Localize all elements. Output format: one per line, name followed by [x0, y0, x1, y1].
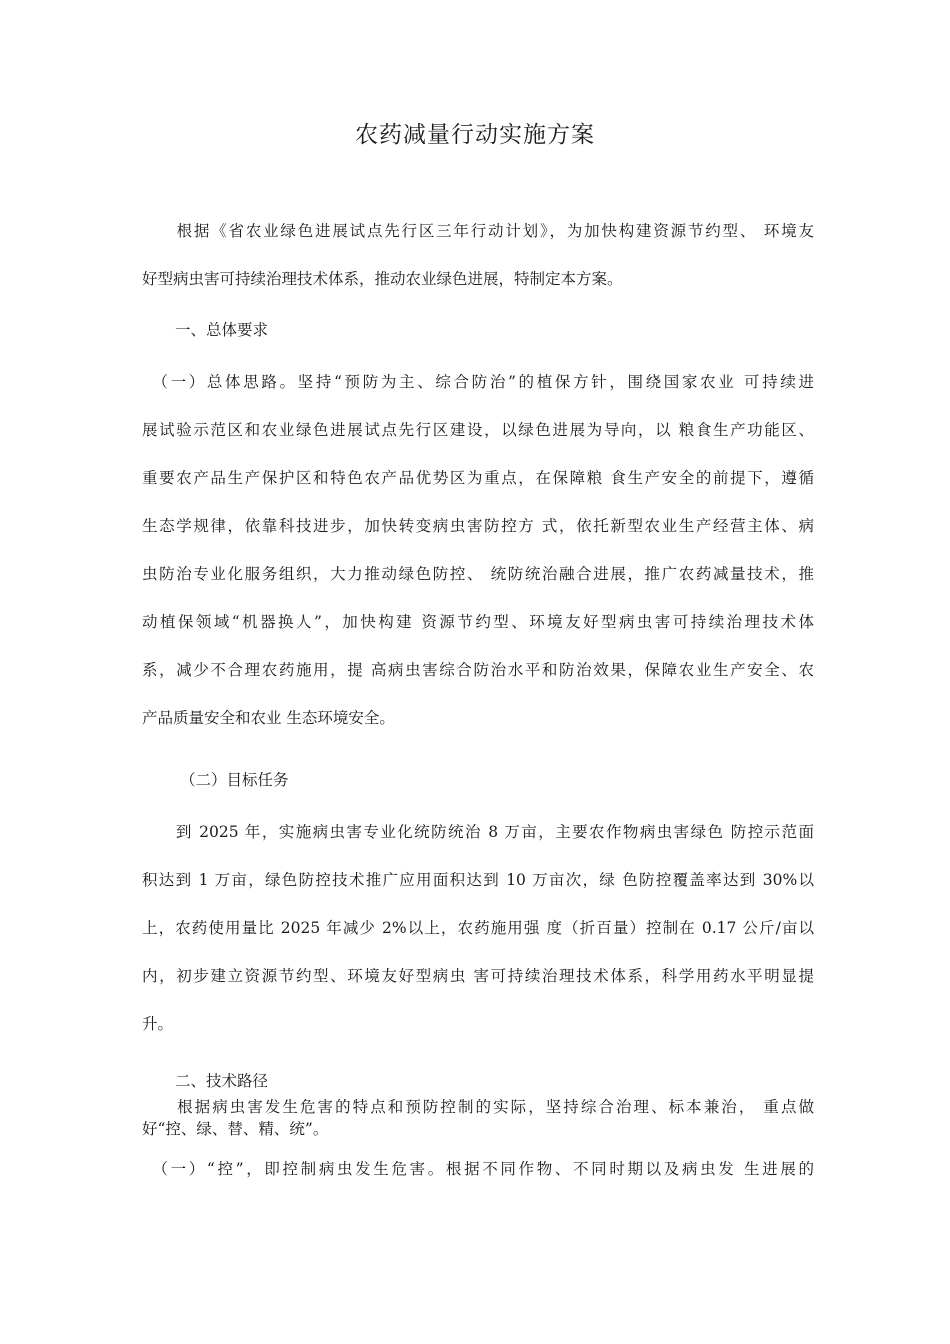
paragraph-line: 系，减少不合理农药施用，提 高病虫害综合防治水平和防治效果，保障农业生产安全、农 [142, 661, 814, 679]
subsection-2-paragraph [142, 820, 814, 1037]
page-title: 农药减量行动实施方案 [355, 122, 595, 148]
paragraph-line: （一）“控”，即控制病虫发生危害。根据不同作物、不同时期以及病虫发 生进展的 [142, 1160, 814, 1178]
paragraph-line: 动植保领域“机器换人”，加快构建 资源节约型、环境友好型病虫害可持续治理技术体 [142, 613, 814, 631]
paragraph-line: 好型病虫害可持续治理技术体系，推动农业绿色进展，特制定本方案。 [142, 270, 623, 288]
section-heading-1: 一、总体要求 [175, 321, 269, 339]
section-heading-2: 二、技术路径 [175, 1072, 269, 1090]
paragraph-line: 展试验示范区和农业绿色进展试点先行区建设，以绿色进展为导向，以 粮食生产功能区、 [142, 421, 814, 439]
paragraph-line: 好“控、绿、替、精、统”。 [142, 1120, 329, 1138]
paragraph-line: （一）总体思路。坚持“预防为主、综合防治”的植保方针，围绕国家农业 可持续进 [142, 373, 814, 391]
section-2-paragraph [142, 1096, 814, 1140]
subsection-heading-2: （二）目标任务 [180, 771, 289, 789]
paragraph-line: 升。 [142, 1015, 174, 1033]
paragraph-line: 内，初步建立资源节约型、环境友好型病虫 害可持续治理技术体系，科学用药水平明显提 [142, 967, 814, 985]
paragraph-line: 产品质量安全和农业 生态环境安全。 [142, 709, 395, 727]
paragraph-line: 根据病虫害发生危害的特点和预防控制的实际，坚持综合治理、标本兼治， 重点做 [142, 1098, 814, 1116]
paragraph-line: 上，农药使用量比 2025 年减少 2%以上，农药施用强 度（折百量）控制在 0.17 公斤/亩以 [142, 919, 814, 937]
paragraph-line: 生态学规律，依靠科技进步，加快转变病虫害防控方 式，依托新型农业生产经营主体、病 [142, 517, 814, 535]
paragraph-line: 到 2025 年，实施病虫害专业化统防统治 8 万亩，主要农作物病虫害绿色 防控示范面 [142, 823, 814, 841]
paragraph-line: 虫防治专业化服务组织，大力推动绿色防控、 统防统治融合进展，推广农药减量技术，推 [142, 565, 814, 583]
subsection-1-paragraph [142, 370, 814, 731]
intro-paragraph [142, 219, 814, 292]
paragraph-line: 重要农产品生产保护区和特色农产品优势区为重点，在保障粮 食生产安全的前提下，遵循 [142, 469, 814, 487]
subsection-3-paragraph [142, 1157, 814, 1182]
paragraph-line: 根据《省农业绿色进展试点先行区三年行动计划》，为加快构建资源节约型、 环境友 [142, 222, 814, 240]
paragraph-line: 积达到 1 万亩，绿色防控技术推广应用面积达到 10 万亩次，绿 色防控覆盖率达到 30%以 [142, 871, 814, 889]
